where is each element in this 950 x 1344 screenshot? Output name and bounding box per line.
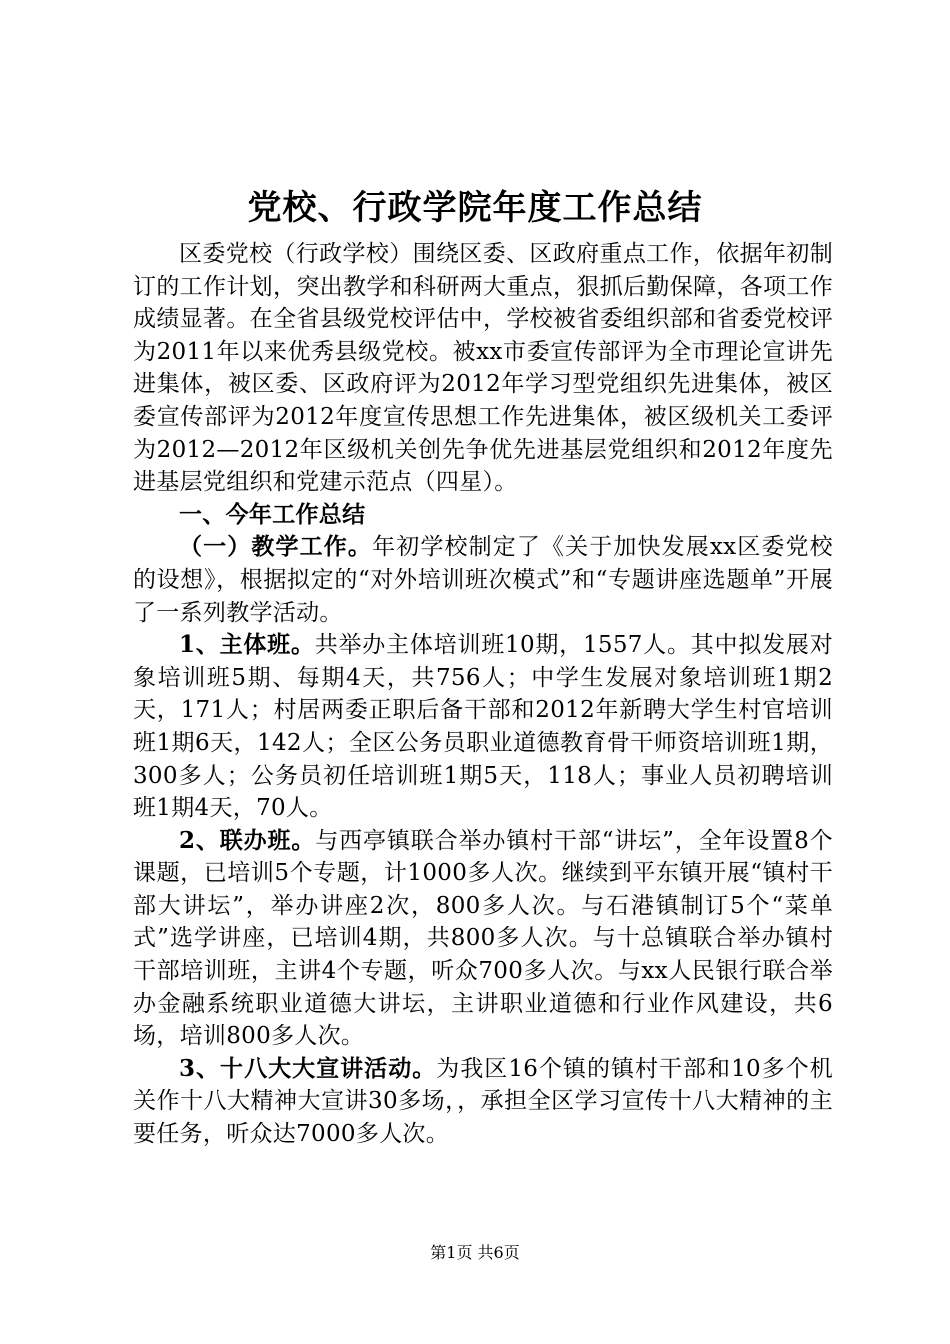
item-paragraph-2 [133, 825, 833, 1053]
item-paragraph-3 [133, 1053, 833, 1151]
section-heading-text: 一、今年工作总结 [179, 500, 366, 528]
item-text-2: 与西亭镇联合举办镇村干部“讲坛”，全年设置8个课题，已培训5个专题，计1000多人次。继续到平东镇开展“镇村干部大讲坛”，举办讲座2次，800多人次。与石港镇制订5个“菜单式”选学讲座，已培训4期，共800多人次。与十总镇联合举办镇村干部培训班，主讲4个专题，听众700多人次。与xx人民银行联合举办金融系统职业道德大讲坛，主讲职业道德和行业作风建设，共6场，培训800多人次。 [133, 827, 833, 1050]
item-text-1: 共举办主体培训班10期，1557人。其中拟发展对象培训班5期、每期4天，共756人；中学生发展对象培训班1期2天，171人；村居两委正职后备干部和2012年新聘大学生村官培训班1期6天，142人；全区公务员职业道德教育骨干师资培训班1期，300多人；公务员初任培训班1期5天，118人；事业人员初聘培训班1期4天，70人。 [133, 632, 833, 822]
item-heading-1: 1、主体班。 [179, 631, 315, 659]
document-body [133, 238, 833, 1151]
item-paragraph-1 [133, 629, 833, 825]
subsection-paragraph [133, 531, 833, 629]
item-text-3: 为我区16个镇的镇村干部和10多个机关作十八大精神大宣讲30多场，，承担全区学习宣传十八大精神的主要任务，听众达7000多人次。 [133, 1055, 834, 1148]
subsection-heading: （一）教学工作。 [179, 533, 373, 561]
item-heading-3: 3、十八大大宣讲活动。 [179, 1054, 437, 1082]
section-heading [133, 499, 833, 532]
document-title: 党校、行政学院年度工作总结 [247, 188, 703, 228]
page-footer: 第1页 共6页 [430, 1243, 520, 1262]
subsection-text: 年初学校制定了《关于加快发展xx区委党校的设想》，根据拟定的“对外培训班次模式”和“专题讲座选题单”开展了一系列教学活动。 [133, 534, 833, 626]
item-heading-2: 2、联办班。 [179, 826, 316, 854]
intro-paragraph: 区委党校（行政学校）围绕区委、区政府重点工作，依据年初制订的工作计划，突出教学和科研两大重点，狠抓后勤保障，各项工作成绩显著。在全省县级党校评估中，学校被省委组织部和省委党校评为2011年以来优秀县级党校。被xx市委宣传部评为全市理论宣讲先进集体，被区委、区政府评为2012年学习型党组织先进集体，被区委宣传部评为2012年度宣传思想工作先进集体，被区级机关工委评为2012—2012年区级机关创先争优先进基层党组织和2012年度先进基层党组织和党建示范点（四星）。 [133, 241, 833, 496]
